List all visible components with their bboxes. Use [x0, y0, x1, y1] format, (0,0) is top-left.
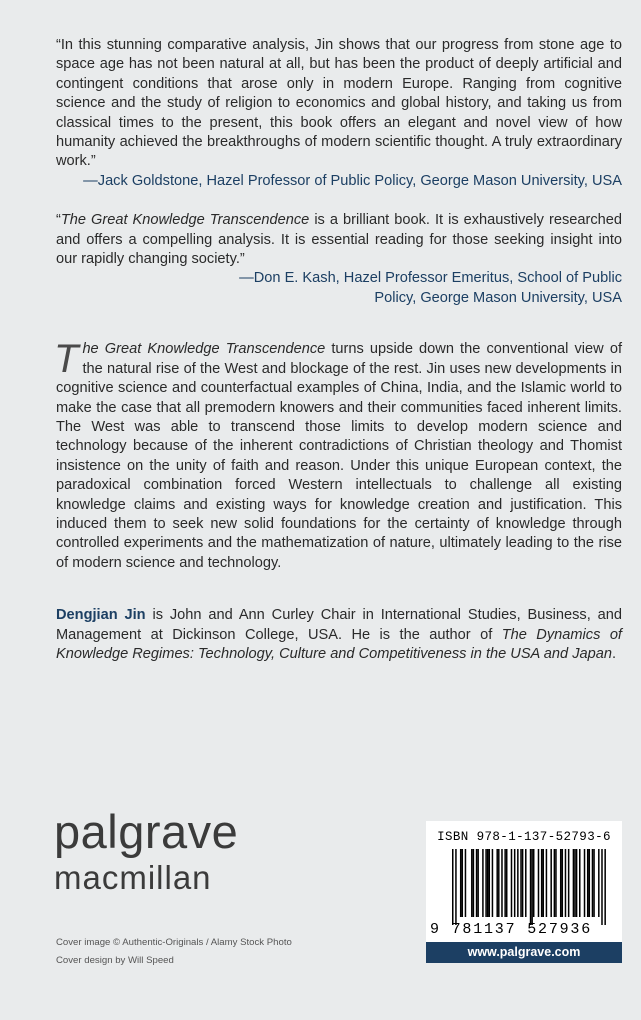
attribution-1-line: —Jack Goldstone, Hazel Professor of Public Policy, George Mason University, USA [83, 172, 622, 189]
barcode-bar [520, 849, 522, 917]
barcode-bar [462, 849, 464, 917]
barcode-bar [589, 849, 591, 917]
barcode-bar [538, 849, 540, 917]
barcode-bar [473, 849, 475, 917]
barcode-bar [460, 849, 462, 917]
barcode-bar [476, 849, 478, 917]
isbn-digits: 9 781137 527936 [430, 921, 593, 938]
barcode-bar [492, 849, 494, 917]
publisher-logo-line-1: palgrave [54, 805, 239, 858]
barcode-bar [530, 849, 532, 925]
barcode-bar [550, 849, 552, 917]
barcode-bar [565, 849, 567, 917]
barcode-bar [489, 849, 491, 917]
author-bio [56, 606, 622, 664]
barcode-bar [531, 849, 533, 925]
attribution-2-line-1: —Don E. Kash, Hazel Professor Emeritus, School of Public [239, 270, 622, 287]
barcode-bar [514, 849, 516, 917]
barcode-icon [452, 849, 606, 925]
drop-cap: T [54, 337, 79, 382]
barcode-bar [482, 849, 484, 917]
author-bio-text: is John and Ann Curley Chair in International Studies, Business, and Management at Dickinson College, USA. He is the author of [56, 607, 623, 643]
barcode-bar [584, 849, 586, 917]
barcode-bar [601, 849, 603, 925]
barcode-bar [517, 849, 519, 917]
barcode-bar [511, 849, 513, 917]
quote-2-book-title: The Great Knowledge Transcendence [60, 212, 310, 229]
barcode-bar [533, 849, 535, 917]
barcode-bar [501, 849, 503, 917]
isbn-label: ISBN 978-1-137-52793-6 [437, 830, 611, 844]
review-attribution-1 [56, 172, 622, 191]
barcode-bar [465, 849, 467, 917]
barcode-bar [593, 849, 595, 917]
review-quote-2-text: is a brilliant book. It is exhaustively researched and offers a compelling analysis. It is essential reading for those seeking insight into our rapidly changing society.” [56, 212, 622, 268]
publisher-logo [54, 805, 239, 896]
barcode-bar [579, 849, 581, 917]
barcode-bar [574, 849, 576, 917]
attribution-2-line-2: Policy, George Mason University, USA [374, 289, 622, 306]
cover-image-credit: Cover image © Authentic-Originals / Alamy Stock Photo [56, 937, 292, 948]
barcode-bar [504, 849, 506, 917]
barcode-bar [562, 849, 564, 917]
author-name: Dengjian Jin [56, 607, 146, 624]
cover-credits [56, 934, 292, 970]
barcode-bar [455, 849, 457, 925]
book-description [54, 337, 622, 573]
barcode-bar [487, 849, 489, 917]
review-quote-1-text: “In this stunning comparative analysis, Jin shows that our progress from stone age to space age has not been natural at all, but has been the product of deeply artificial and contingent conditions that arose only in modern Europe. Ranging from cognitive science and the study of religion to economics and global history, and taking us from classical times to the present, this book offers an elegant and novel view of how humanity achieved the breakthroughs of modern scientific thought. A truly extraordinary work.” [56, 37, 622, 170]
review-quote-2 [56, 211, 622, 269]
barcode-bar [592, 849, 594, 917]
barcode-bar [525, 849, 527, 917]
barcode-bar [568, 849, 570, 917]
barcode-bar [555, 849, 557, 917]
barcode-bar [554, 849, 556, 917]
barcode-bar [496, 849, 498, 917]
barcode-bar [587, 849, 589, 917]
barcode-bar [452, 849, 454, 925]
barcode-bar [546, 849, 548, 917]
barcode-bar [573, 849, 575, 917]
barcode-bar [506, 849, 508, 917]
cover-design-credit: Cover design by Will Speed [56, 955, 174, 966]
publisher-logo-line-2: macmillan [54, 859, 212, 896]
barcode-bar [498, 849, 500, 917]
barcode-bar [598, 849, 600, 917]
barcode-bar [522, 849, 524, 917]
barcode-bar [560, 849, 562, 917]
review-quote-1 [56, 36, 622, 172]
barcode-bar [485, 849, 487, 917]
description-book-title: he Great Knowledge Transcendence [82, 341, 326, 358]
barcode-bar [576, 849, 578, 917]
barcode-bar [477, 849, 479, 917]
author-other-book-title: The Dynamics of Knowledge Regimes: Technology, Culture and Competitiveness in the USA and Japan [56, 626, 622, 662]
author-bio-end: . [611, 645, 617, 662]
review-attribution-2 [56, 269, 622, 308]
publisher-website: www.palgrave.com [426, 942, 622, 963]
barcode-bar [471, 849, 473, 917]
barcode-bar [542, 849, 544, 917]
quote-open-mark: “ [56, 212, 61, 229]
description-text: turns upside down the conventional view of the natural rise of the West and blockage of the rest. Jin uses new developments in cognitive science and counterfactual examples of China, India, and the Islamic world to make the case that all premodern knowers and their communities faced inherent limits. The West was able to transcend those limits to develop modern science and technology because of the inherent contradictions of Christian theology and Thomist insistence on the unity of faith and reason. Under this unique European context, the paradoxical combination forced Western intellectuals to challenge all existing knowledge claims and existing ways for knowledge creation and justification. This induced them to seek new solid foundations for the certainty of knowledge through controlled experiments and the mathematization of nature, ultimately leading to the rise of modern science and technology. [56, 341, 622, 571]
barcode-bar [541, 849, 543, 917]
isbn-barcode-box [426, 821, 622, 942]
back-cover-text [56, 36, 622, 664]
barcode-bar [604, 849, 606, 925]
